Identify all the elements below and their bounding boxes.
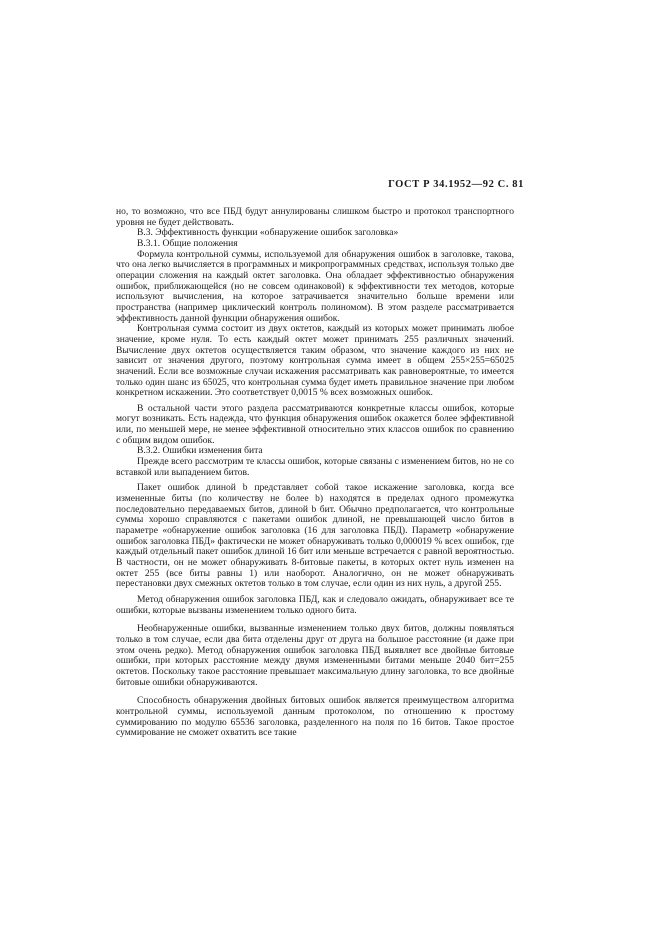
paragraph: В остальной части этого раздела рассматриваются конкретные классы ошибок, которые могут возникать. Есть надежда, что функция обнаружения ошибок окажется более эффективной или, по меньшей мере, не менее эффективной относительно этих классов ошибок по сравнению с общим видом ошибок. (116, 402, 514, 446)
paragraph: Формула контрольной суммы, используемой для обнаружения ошибок в заголовке, такова, что она легко вычисляется в программных и микропрограммных средствах, используя только две операции сложения на каждый октет заголовка. Она обладает эффективностью обнаружения ошибок, приближающейся (но не совсем одинаковой) к эффективности тех методов, которые используют вычисления, на которое затрачивается значительно больше времени или пространства (например циклический контроль полиномом). В этом разделе рассматривается эффективность данной функции обнаружения ошибок. (116, 248, 514, 324)
paragraph: Необнаруженные ошибки, вызванные изменением только двух битов, должны появляться только в том случае, если два бита отделены друг от друга на большое расстояние (и даже при этом очень редко). Метод обнаружения ошибок заголовка ПБД выявляет все двойные битовые ошибки, при которых расстояние между двумя измененными битами меньше 2040 бит=255 октетов. Поскольку такое расстояние превышает максимальную длину заголовка, то все двойные битовые ошибки обнаруживаются. (116, 623, 514, 688)
paragraph: Способность обнаружения двойных битовых ошибок является преимуществом алгоритма контрольной суммы, используемой данным протоколом, по отношению к простому суммированию по модулю 65536 заголовка, разделенного на поля по 16 битов. Такое простое суммирование не сможет охватить все такие (116, 695, 514, 739)
paragraph: Пакет ошибок длиной b представляет собой такое искажение заголовка, когда все измененные биты (по количеству не более b) находятся в пределах одного промежутка последовательно передаваемых битов, длиной b бит. Обычно предполагается, что контрольные суммы хорошо справляются с пакетами ошибок длиной, не превышающей число битов в параметре «обнаружение ошибок заголовка (16 для заголовка ПБД). Параметр «обнаружение ошибок заголовка ПБД» фактически не может обнаруживать только 0,000019 % всех ошибок, где каждый отдельный пакет ошибок длиной 16 бит или меньше встречается с равной вероятностью. В частности, он не может обнаруживать 8-битовые пакеты, в которых октет нуль изменен на октет 255 (все биты равны 1) или наоборот. Аналогично, он не может обнаруживать перестановки двух смежных октетов только в том случае, если один из них нуль, а другой 255. (116, 482, 514, 590)
paragraph: Контрольная сумма состоит из двух октетов, каждый из которых может принимать любое значение, кроме нуля. То есть каждый октет может принимать 255 различных значений. Вычисление двух октетов осуществляется таким образом, что значение каждого из них не зависит от значения другого, поэтому контрольная сумма имеет в общем 255×255=65025 значений. Если все возможные случаи искажения рассматривать как равновероятные, то имеется только один шанс из 65025, что контрольная сумма будет иметь правильное значение при любом конкретном искажении. Это соответствует 0,0015 % всех возможных ошибок. (116, 323, 514, 399)
document-body (116, 207, 514, 739)
paragraph: Прежде всего рассмотрим те классы ошибок, которые связаны с изменением битов, но не со вставкой или выпадением битов. (116, 456, 514, 478)
paragraph: Метод обнаружения ошибок заголовка ПБД, как и следовало ожидать, обнаруживает все те ошибки, которые вызваны изменением только одного бита. (116, 593, 514, 616)
subsection-heading: В.3.2. Ошибки изменения бита (137, 445, 263, 457)
paragraph: но, то возможно, что все ПБД будут аннулированы слишком быстро и протокол транспортного уровня не будет действовать. (116, 206, 514, 228)
subsection-heading: В.3.1. Общие положения (137, 237, 238, 249)
page-header: ГОСТ Р 34.1952—92 С. 81 (388, 179, 524, 190)
section-heading: В.3. Эффективность функции «обнаружение ошибок заголовка» (137, 227, 399, 239)
